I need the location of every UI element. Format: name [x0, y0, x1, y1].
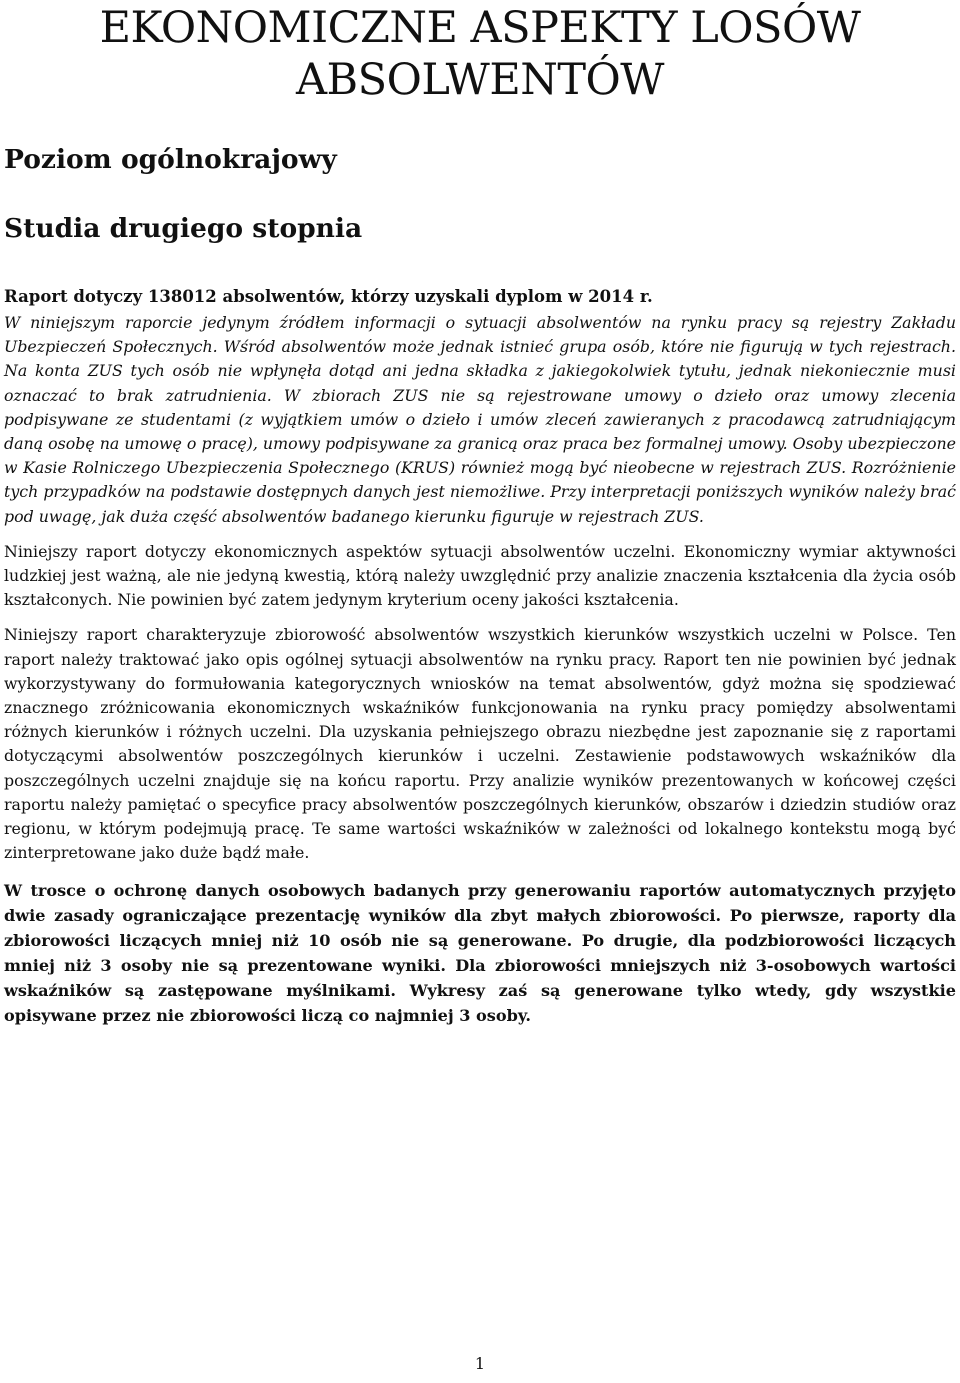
section-heading-study: Studia drugiego stopnia [4, 213, 363, 244]
paragraph-economic-aspects: Niniejszy raport dotyczy ekonomicznych aspektów sytuacji absolwentów uczelni. Ekonomiczny wymiar aktywności ludzkiej jest ważną, ale nie jedyną kwestią, którą należy uwzględnić przy analizie znaczenia kształcenia dla życia osób kształconych. Nie powinien być zatem jedynym kryterium oceny jakości kształcenia. [4, 541, 956, 610]
paragraph-data-protection: W trosce o ochronę danych osobowych badanych przy generowaniu raportów automatycznych przyjęto dwie zasady ograniczające prezentację wyników dla zbyt małych zbiorowości. Po pierwsze, raporty dla zbiorowości liczących mniej niż 10 osób nie są generowane. Po drugie, dla podzbiorowości liczących mniej niż 3 osoby nie są prezentowane wyniki. Dla zbiorowości mniejszych niż 3-osobowych wartości wskaźników są zastępowane myślnikami. Wykresy zaś są generowane tylko wtedy, gdy wszystkie opisywane przez nie zbiorowości liczą co najmniej 3 osoby. [4, 881, 956, 1026]
page-number: 1 [474, 1354, 486, 1373]
report-summary-line: Raport dotyczy 138012 absolwentów, którzy uzyskali dyplom w 2014 r. [4, 287, 653, 306]
paragraph-report-scope: Niniejszy raport charakteryzuje zbiorowość absolwentów wszystkich kierunków wszystkich uczelni w Polsce. Ten raport należy traktować jako opis ogólnej sytuacji absolwentów na rynku pracy. Raport ten nie powinien być jednak wykorzystywany do formułowania kategorycznych wniosków na temat absolwentów, gdyż można się spodziewać znacznego zróżnicowania ekonomicznych wskaźników funkcjonowania na rynku pracy pomiędzy absolwentami różnych kierunków i różnych uczelni. Dla uzyskania pełniejszego obrazu niezbędne jest zapoznanie się z raportami dotyczącymi absolwentów poszczególnych kierunków i uczelni. Zestawienie podstawowych wskaźników dla poszczególnych uczelni znajduje się na końcu raportu. Przy analizie wyników prezentowanych w końcowej części raportu należy pamiętać o specyfice pracy absolwentów poszczególnych kierunków, obszarów i dziedzin studiów oraz regionu, w którym podejmują pracę. Te same wartości wskaźników w zależności od lokalnego kontekstu mogą być zinterpretowane jako duże bądź małe. [4, 625, 956, 863]
intro-paragraph: W niniejszym raporcie jedynym źródłem informacji o sytuacji absolwentów na rynku pracy są rejestry Zakładu Ubezpieczeń Społecznych. Wśród absolwentów może jednak istnieć grupa osób, które nie figurują w tych rejestrach. Na konta ZUS tych osób nie wpłynęła dotąd ani jedna składka z jakiegokolwiek tytułu, jednak niekoniecznie musi oznaczać to brak zatrudnienia. W zbiorach ZUS nie są rejestrowane umowy o dzieło oraz umowy zlecenia podpisywane ze studentami (z wyjątkiem umów o dzieło i umów zleceń zawieranych z pracodawcą zatrudniającym daną osobę na umowę o pracę), umowy podpisywane za granicą oraz praca bez formalnej umowy. Osoby ubezpieczone w Kasie Rolniczego Ubezpieczenia Społecznego (KRUS) również mogą być nieobecne w rejestrach ZUS. Rozróżnienie tych przypadków na podstawie dostępnych danych jest niemożliwe. Przy interpretacji poniższych wyników należy brać pod uwagę, jak duża część absolwentów badanego kierunku figuruje w rejestrach ZUS. [4, 313, 956, 526]
document-title: EKONOMICZNE ASPEKTY LOSÓW ABSOLWENTÓW [99, 3, 861, 105]
document-page [4, 0, 956, 1028]
section-heading-level: Poziom ogólnokrajowy [4, 144, 337, 175]
